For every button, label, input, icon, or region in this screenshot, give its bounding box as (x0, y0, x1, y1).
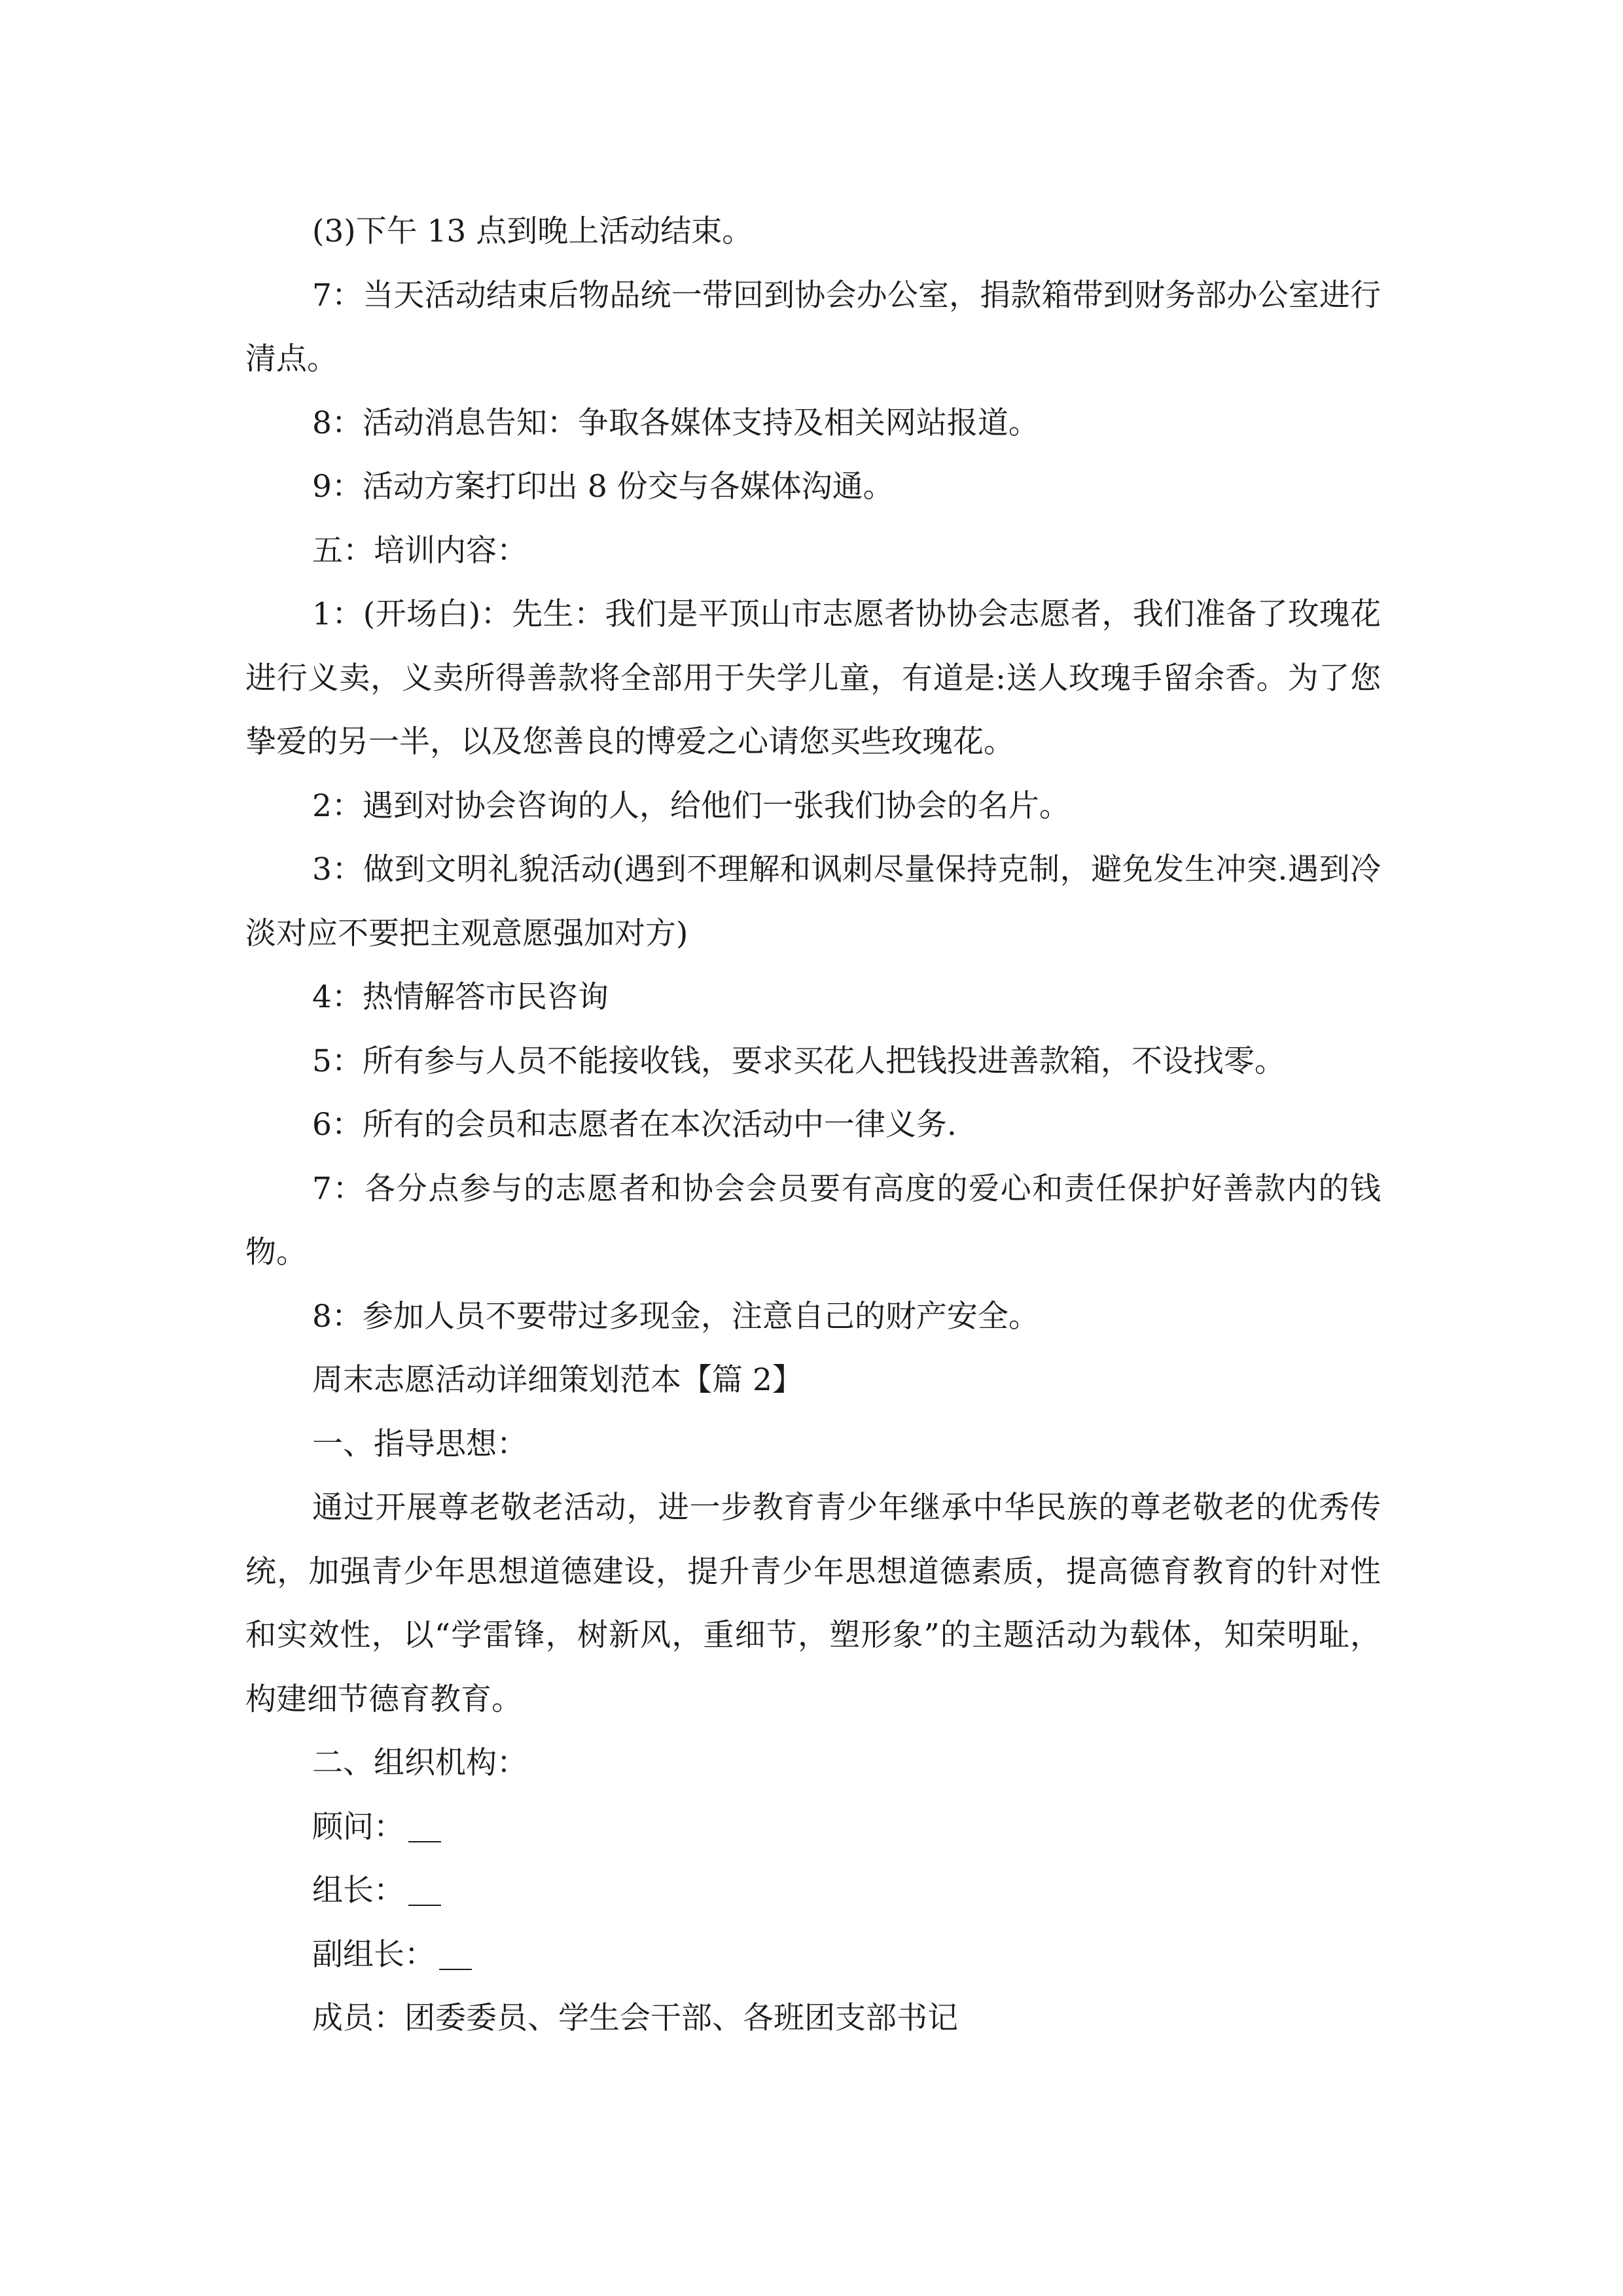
section-heading-organization: 二、组织机构： (312, 1745, 527, 1781)
org-leader-label: 组长： (312, 1873, 404, 1909)
paragraph-item-7-return-items: 7：当天活动结束后物品统一带回到协会办公室，捐款箱带到财务部办公室进行清点。 (245, 277, 1381, 377)
blank-underline (439, 1968, 472, 1970)
org-leader-line (245, 1859, 1381, 1923)
section-heading-guiding-ideology: 一、指导思想： (312, 1426, 527, 1462)
paragraph-training-1-opening: 1：(开场白)：先生：我们是平顶山市志愿者协协会志愿者，我们准备了玫瑰花进行义卖，义卖所得善款将全部用于失学儿童，有道是:送人玫瑰手留余香。为了您挚爱的另一半，以及您善良的博爱之心请您买些玫瑰花。 (245, 596, 1381, 760)
paragraph-training-2: 2：遇到对协会咨询的人，给他们一张我们协会的名片。 (312, 787, 1070, 824)
org-deputy-leader-line (245, 1923, 1381, 1987)
paragraph-training-5: 5：所有参与人员不能接收钱，要求买花人把钱投进善款箱，不设找零。 (312, 1043, 1285, 1079)
document-body (245, 200, 1381, 2051)
paragraph-training-8: 8：参加人员不要带过多现金，注意自己的财产安全。 (312, 1298, 1039, 1335)
blank-underline (408, 1840, 441, 1842)
paragraph-training-7: 7：各分点参与的志愿者和协会会员要有高度的爱心和责任保护好善款内的钱物。 (245, 1170, 1381, 1270)
org-members-line: 成员：团委委员、学生会干部、各班团支部书记 (312, 2000, 958, 2036)
paragraph-training-6: 6：所有的会员和志愿者在本次活动中一律义务. (312, 1107, 957, 1143)
blank-underline (408, 1904, 441, 1906)
org-advisor-label: 顾问： (312, 1808, 404, 1845)
section-heading-training: 五：培训内容： (312, 532, 527, 569)
org-deputy-leader-label: 副组长： (312, 1936, 435, 1973)
paragraph-training-3: 3：做到文明礼貌活动(遇到不理解和讽刺尽量保持克制，避免发生冲突.遇到冷淡对应不要把主观意愿强加对方) (245, 852, 1381, 952)
org-advisor-line (245, 1795, 1381, 1859)
paragraph-training-4: 4：热情解答市民咨询 (312, 979, 609, 1015)
article-title-part-2: 周末志愿活动详细策划范本【篇 2】 (312, 1362, 803, 1398)
paragraph-item-8-media-notice: 8：活动消息告知：争取各媒体支持及相关网站报道。 (312, 404, 1039, 441)
paragraph-time-slot-3: (3)下午 13 点到晚上活动结束。 (312, 213, 753, 249)
paragraph-item-9-print-plan: 9：活动方案打印出 8 份交与各媒体沟通。 (312, 469, 894, 505)
paragraph-guiding-ideology: 通过开展尊老敬老活动，进一步教育青少年继承中华民族的尊老敬老的优秀传统，加强青少年思想道德建设，提升青少年思想道德素质，提高德育教育的针对性和实效性，以“学雷锋，树新风，重细节，塑形象”的主题活动为载体，知荣明耻，构建细节德育教育。 (245, 1490, 1381, 1717)
